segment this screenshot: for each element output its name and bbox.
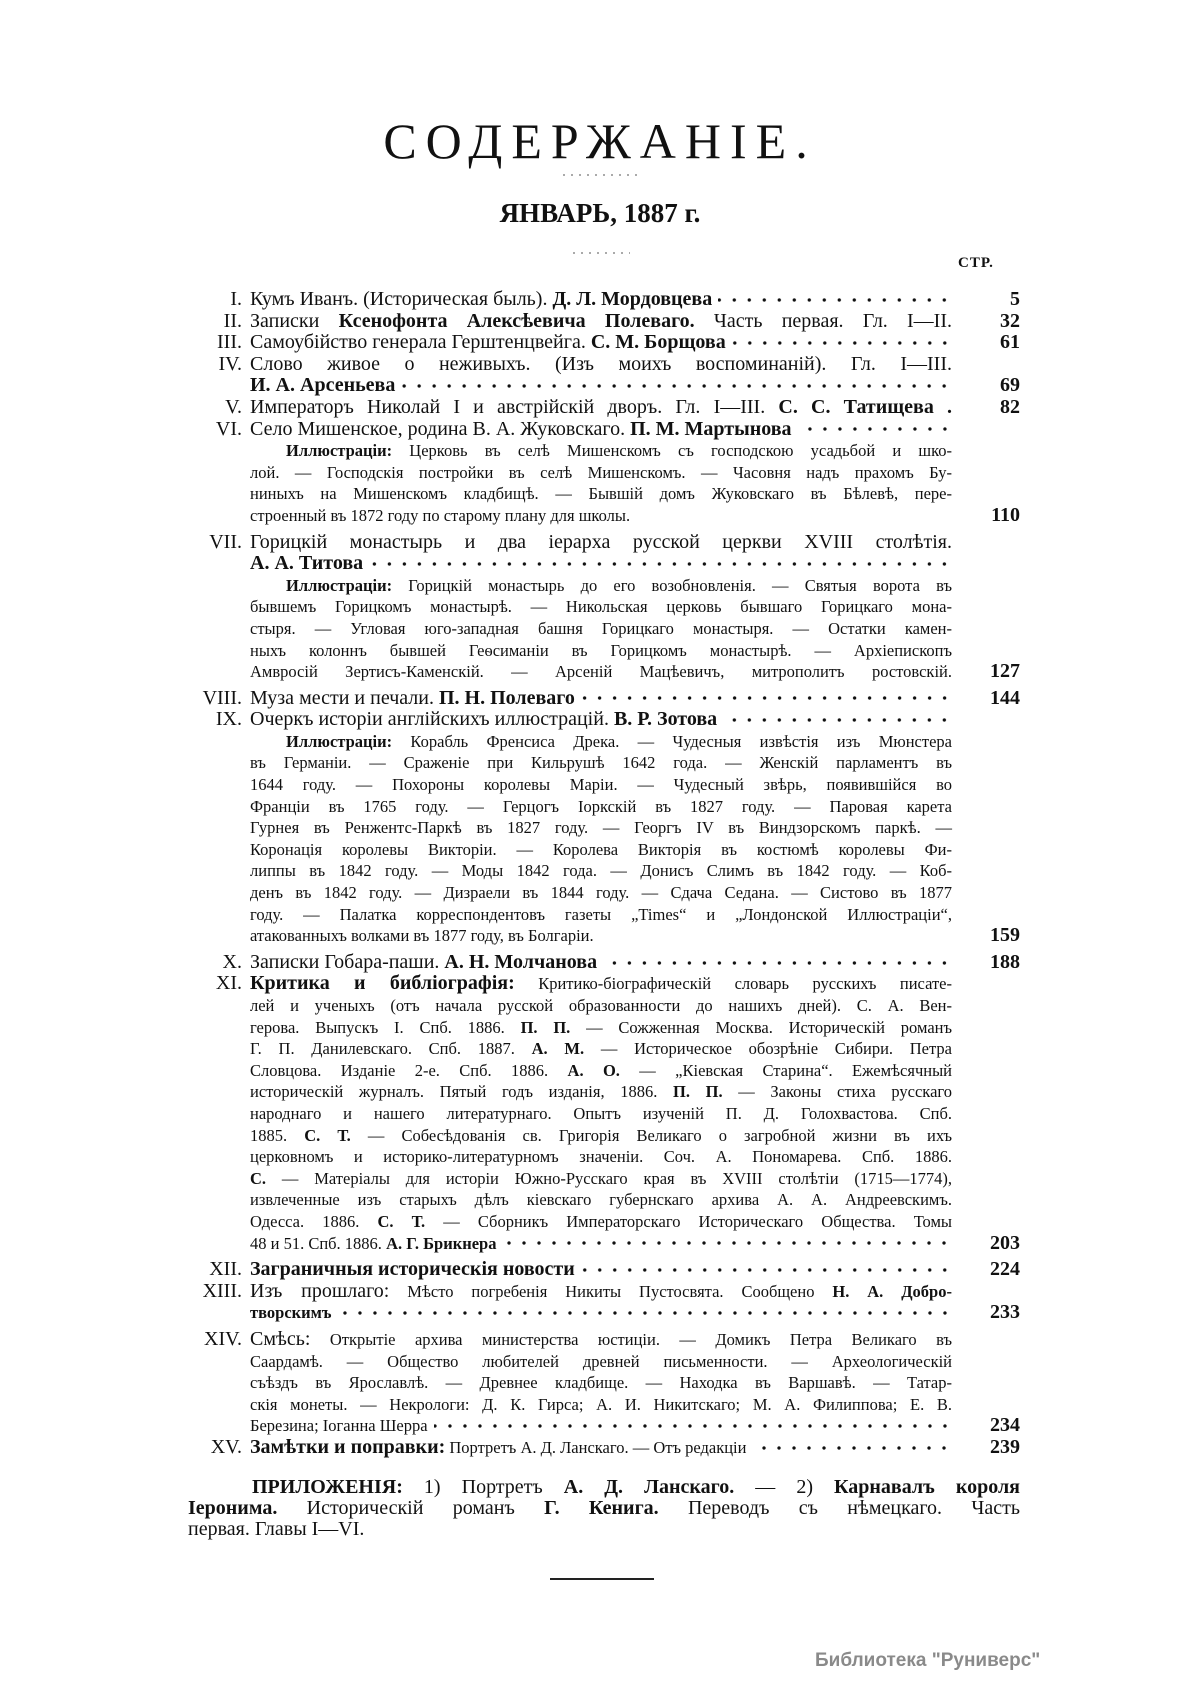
dot-leader (723, 715, 952, 725)
toc-line-text (250, 688, 952, 710)
ornament-divider (560, 174, 640, 176)
toc-line (160, 596, 1020, 618)
toc-line-content (250, 1259, 575, 1281)
toc-line (160, 882, 1020, 904)
toc-line-text (250, 1281, 952, 1303)
toc-line (160, 904, 1020, 926)
toc-line-content (250, 688, 575, 710)
toc-line (160, 1437, 1020, 1459)
toc-line-text (250, 289, 952, 311)
entry-text: Записки Гобара-паши. (250, 950, 445, 973)
dot-leader (718, 295, 952, 305)
toc-line-text (250, 440, 952, 462)
toc-line (160, 952, 1020, 974)
toc-line-text (250, 904, 952, 926)
author-or-heading-text: С. М. Борщова (590, 331, 726, 354)
entry-text: Муза мести и печали. (250, 686, 439, 709)
toc-entry (160, 332, 1020, 354)
toc-line-text (250, 332, 952, 354)
toc-line-text (250, 1415, 952, 1437)
author-or-heading-text: Д. Л. Мордовцева (552, 288, 713, 310)
entry-roman-numeral: II. (223, 309, 242, 332)
toc-line-text (250, 925, 952, 947)
author-or-heading-text: Заграничныя историческія новости (250, 1258, 575, 1281)
dot-leader (502, 1238, 952, 1248)
entry-text: бывшемъ Горицкомъ монастырѣ. — Никольская церковь бывшаго Горицкаго мона- (250, 597, 952, 617)
page-number: 234 (990, 1414, 1020, 1437)
page-number: 61 (1000, 331, 1020, 354)
toc-line (160, 1125, 1020, 1147)
toc-line-text (250, 532, 952, 554)
toc-line-text (250, 839, 952, 861)
toc-line-text (250, 661, 952, 683)
dot-leader (603, 958, 952, 968)
dot-leader (798, 424, 952, 434)
closing-rule (550, 1578, 654, 1580)
toc-entry (160, 289, 1020, 311)
entry-text: Записки (250, 309, 339, 332)
entry-text: 48 и 51. Спб. 1886. (250, 1233, 387, 1253)
entry-text: Гурнея въ Ренжентс-Паркѣ въ 1827 году. — Георгъ IV въ Виндзорскомъ паркѣ. — (250, 818, 952, 838)
toc-line-content (250, 553, 363, 575)
toc-line-text (250, 1060, 952, 1082)
toc-line (160, 640, 1020, 662)
dot-leader (369, 559, 952, 569)
author-or-heading-text: Карнавалъ короля (834, 1476, 1020, 1498)
toc-entry (160, 952, 1020, 974)
toc-line-content (250, 1233, 496, 1255)
toc-line-content (250, 709, 717, 731)
entry-text: Мѣсто погребенія Никиты Пустосвята. Сообщено (389, 1281, 833, 1301)
author-or-heading-text: Иллюстраціи: (286, 575, 393, 595)
toc-line (160, 709, 1020, 731)
toc-entry (160, 688, 1020, 710)
entry-text: — „Кіевская Старина“. Ежемѣсячный (619, 1060, 952, 1080)
author-or-heading-text: П. Н. Полеваго (439, 686, 575, 709)
toc-line (160, 973, 1020, 995)
page-column-header: СТР. (958, 255, 994, 271)
toc-line (160, 860, 1020, 882)
toc-line (160, 1394, 1020, 1416)
toc-line (160, 440, 1020, 462)
ornament-divider (570, 252, 630, 254)
toc-line-text (250, 817, 952, 839)
toc-line-text (250, 1168, 952, 1190)
entry-roman-numeral: V. (225, 395, 242, 418)
dot-leader (732, 338, 952, 348)
toc-line-text (250, 1302, 952, 1324)
toc-entry (160, 1329, 1020, 1437)
author-or-heading-text: В. Р. Зотова (613, 708, 718, 731)
entry-roman-numeral: XIV. (204, 1327, 242, 1350)
entry-text: въ Германіи. — Сраженіе при Кильрушѣ 1642 года. — Женскій парламентъ въ (250, 753, 952, 773)
toc-line-text (250, 1038, 952, 1060)
toc-line (160, 1211, 1020, 1233)
author-or-heading-text: Критика и библіографія: (250, 972, 515, 995)
toc-line-content (250, 332, 726, 354)
entry-text: Очеркъ исторіи англійскихъ иллюстрацій. (250, 708, 614, 731)
entry-text: Портретъ А. Д. Ланскаго. — Отъ редакціи (445, 1437, 747, 1457)
toc-line (160, 752, 1020, 774)
toc-line (160, 1103, 1020, 1125)
toc-line (160, 774, 1020, 796)
toc-line (160, 505, 1020, 527)
entry-roman-numeral: XI. (215, 972, 242, 995)
toc-line-content (250, 1415, 428, 1437)
toc-line (160, 419, 1020, 441)
toc-line (160, 1259, 1020, 1281)
toc-line (160, 1302, 1020, 1324)
toc-entry (160, 1259, 1020, 1281)
page-number: 233 (990, 1301, 1020, 1324)
entry-roman-numeral: XV. (210, 1435, 242, 1458)
toc-line (160, 1233, 1020, 1255)
toc-entry (160, 311, 1020, 333)
toc-line (160, 731, 1020, 753)
toc-line (160, 1351, 1020, 1373)
author-or-heading-text: Г. Кенига. (544, 1497, 659, 1520)
toc-line-text (250, 882, 952, 904)
toc-line-text (250, 419, 952, 441)
author-or-heading-text: А. Н. Молчанова (444, 950, 598, 973)
entry-text: первая. Главы I—VI. (188, 1518, 365, 1541)
toc-line-text (250, 1351, 952, 1373)
entry-roman-numeral: XIII. (202, 1279, 242, 1302)
toc-line-content (250, 289, 712, 311)
entry-text: году. — Палатка корреспондентовъ газеты „Times“ и „Лондонской Иллюстраціи“, (250, 904, 952, 924)
dot-leader (581, 693, 952, 703)
toc-line-text (250, 462, 952, 484)
page-number: 224 (990, 1258, 1020, 1281)
toc-line (160, 995, 1020, 1017)
dot-leader (338, 1308, 952, 1318)
toc-line (160, 332, 1020, 354)
toc-line (160, 483, 1020, 505)
toc-line (160, 1281, 1020, 1303)
toc-line-text (250, 553, 952, 575)
dot-leader (752, 1443, 952, 1453)
page-title: СОДЕРЖАНІЕ. (383, 113, 817, 169)
toc-line (160, 839, 1020, 861)
toc-line (160, 1017, 1020, 1039)
author-or-heading-text: А. О. (567, 1060, 620, 1080)
entry-text: Г. П. Данилевскаго. Спб. 1887. (250, 1039, 532, 1059)
issue-month-heading: ЯНВАРЬ, 1887 г. (499, 198, 701, 228)
entry-text: Горицкій монастырь до его возобновленія. — Святыя ворота въ (392, 575, 952, 595)
entry-text: ныхъ колоннъ бывшей Геѳсиманіи въ Горицкомъ монастырѣ. — Архіепископъ (250, 640, 952, 660)
toc-line-text (250, 1017, 952, 1039)
entry-text: — Собесѣдованія св. Григорія Великаго о загробной жизни въ ихъ (350, 1125, 952, 1145)
author-or-heading-text: С. Т. (377, 1211, 426, 1231)
toc-line-text (250, 1329, 952, 1351)
toc-line-text (250, 505, 952, 527)
entry-text: Словцова. Изданіе 2-е. Спб. 1886. (250, 1060, 568, 1080)
entry-text: Коронація королевы Викторіи. — Королева Викторія въ костюмѣ королевы Фи- (250, 839, 952, 859)
entry-roman-numeral: XII. (209, 1258, 242, 1281)
entry-text: атакованныхъ волками въ 1877 году, въ Болгаріи. (250, 926, 594, 946)
page-number: 32 (1000, 309, 1020, 332)
toc-line-text (250, 1189, 952, 1211)
entry-text: Историческій романъ (277, 1497, 545, 1520)
toc-entry (160, 1281, 1020, 1324)
entry-text: — Матеріалы для исторіи Южно-Русскаго края въ XVIII столѣтіи (1715—1774), (266, 1168, 952, 1188)
entry-text: 1885. (250, 1125, 305, 1145)
author-or-heading-text: П. М. Мартынова (630, 417, 792, 440)
toc-line (160, 618, 1020, 640)
entry-roman-numeral: III. (217, 331, 242, 354)
entry-text: 1) Портретъ (402, 1476, 564, 1498)
toc-line (160, 1189, 1020, 1211)
toc-line-text (250, 973, 952, 995)
toc-line (160, 1060, 1020, 1082)
toc-line-content (250, 1437, 746, 1459)
author-or-heading-text: И. А. Арсеньева (250, 374, 396, 397)
toc-line (160, 1081, 1020, 1103)
toc-line-text (250, 311, 952, 333)
toc-entry (160, 397, 1020, 419)
entry-text: лой. — Господскія постройки въ селѣ Мишенскомъ. — Часовня надъ прахомъ Бу- (250, 462, 952, 482)
author-or-heading-text: Н. А. Добро- (832, 1281, 952, 1301)
toc-line (160, 817, 1020, 839)
toc-line-text (250, 731, 952, 753)
entry-text: Франціи въ 1765 году. — Герцогъ Іоркскій въ 1827 году. — Паровая карета (250, 796, 952, 816)
author-or-heading-text: А. А. Титова (250, 552, 364, 575)
entry-text: липпы въ 1842 году. — Моды 1842 года. — Донисъ Слимъ въ 1842 году. — Коб- (250, 861, 952, 881)
entry-text: — Сожженная Москва. Историческій романъ (570, 1017, 953, 1037)
author-or-heading-text: А. Г. Брикнера (386, 1233, 497, 1253)
appendix-line (188, 1477, 1020, 1498)
toc-line-text (250, 354, 952, 376)
entry-text: Кумъ Иванъ. (Историческая быль). (250, 288, 553, 310)
entry-text: Саардамѣ. — Общество любителей древней письменности. — Археологическій (250, 1351, 952, 1371)
toc-line-text (250, 1211, 952, 1233)
toc-line (160, 462, 1020, 484)
entry-roman-numeral: IV. (218, 352, 242, 375)
toc-line-text (250, 1081, 952, 1103)
entry-text: Переводъ съ нѣмецкаго. Часть (658, 1497, 1020, 1520)
toc-line (160, 289, 1020, 311)
page-number: 69 (1000, 374, 1020, 397)
entry-text: Критико-біографическій словарь русскихъ писате- (514, 974, 952, 994)
toc-line-content (250, 1302, 332, 1324)
entry-text: денъ въ 1842 году. — Дизраели въ 1844 году. — Сдача Седана. — Систово въ 1877 (250, 883, 952, 903)
entry-text: Одесса. 1886. (250, 1211, 378, 1231)
entry-text: — Законы стиха русскаго (722, 1082, 952, 1102)
toc-line (160, 311, 1020, 333)
toc-line-text (250, 640, 952, 662)
toc-line-text (250, 575, 952, 597)
toc-line-text (250, 397, 952, 419)
entry-text: Церковь въ селѣ Мишенскомъ съ господскою усадьбой и шко- (392, 441, 952, 461)
toc-line (160, 354, 1020, 376)
toc-line (160, 553, 1020, 575)
toc-entry (160, 532, 1020, 683)
author-or-heading-text: П. П. (520, 1017, 571, 1037)
author-or-heading-text: Ксенофонта Алексѣевича Полеваго. (338, 309, 695, 332)
entry-roman-numeral: VIII. (202, 686, 242, 709)
toc-line-text (250, 1394, 952, 1416)
toc-line-text (250, 860, 952, 882)
appendix-line (188, 1498, 1020, 1519)
toc-line (160, 375, 1020, 397)
toc-line (160, 1038, 1020, 1060)
toc-line (160, 575, 1020, 597)
page-number: 82 (1000, 395, 1020, 418)
entry-text: церковномъ и историко-литературномъ значеніи. Соч. А. Пономарева. Спб. 1886. (250, 1147, 952, 1167)
entry-text: 1644 году. — Похороны королевы Маріи. — Чудесный звѣрь, появившійся во (250, 775, 952, 795)
author-or-heading-text: Иллюстраціи: (286, 731, 393, 751)
entry-text: Горицкій монастырь и два іерарха русской церкви XVIII столѣтія. (250, 530, 952, 553)
toc-line-text (250, 796, 952, 818)
toc-line-text (250, 752, 952, 774)
toc-entry (160, 354, 1020, 397)
entry-roman-numeral: I. (230, 288, 242, 310)
dot-leader (434, 1421, 952, 1431)
entry-text: Корабль Френсиса Дрека. — Чудесныя извѣстія изъ Мюнстера (392, 731, 952, 751)
page-number: 203 (990, 1231, 1020, 1254)
entry-text: Императоръ Николай I и австрійскій дворъ. Гл. I—III. (250, 395, 779, 418)
entry-text: Березина; Іоганна Шерра (250, 1416, 428, 1436)
entry-roman-numeral: IX. (215, 708, 242, 731)
toc-line (160, 1415, 1020, 1437)
author-or-heading-text: П. П. (673, 1082, 723, 1102)
entry-text: народнаго и нашего литературнаго. Опытъ изученій П. Д. Голохвастова. Спб. (250, 1103, 952, 1123)
page-number: 144 (990, 686, 1020, 709)
entry-text: Смѣсь: (250, 1327, 311, 1350)
toc-line-text (250, 1146, 952, 1168)
author-or-heading-text: Іеронима. (188, 1497, 278, 1520)
toc-line-text (250, 1125, 952, 1147)
entry-text: — Сборникъ Императорскаго Историческаго Общества. Томы (425, 1211, 952, 1231)
toc-line-text (250, 1233, 952, 1255)
toc-line (160, 397, 1020, 419)
author-or-heading-text: А. Д. Ланскаго. (563, 1476, 735, 1498)
entry-roman-numeral: VI. (215, 417, 242, 440)
entry-text: ниныхъ на Мишенскомъ кладбищѣ. — Бывшій домъ Жуковскаго въ Бѣлевѣ, пере- (250, 484, 952, 504)
toc-line (160, 925, 1020, 947)
toc-line (160, 688, 1020, 710)
dot-leader (581, 1265, 952, 1275)
toc-line-content (250, 952, 597, 974)
toc-line-text (250, 1437, 952, 1459)
entry-text: Изъ прошлаго: (250, 1279, 390, 1302)
author-or-heading-text: Замѣтки и поправки: (250, 1435, 446, 1458)
entry-text: извлеченные изъ старыхъ дѣлъ кіевскаго губернскаго архива А. А. Андреевскимъ. (250, 1190, 952, 1210)
page-number: 188 (990, 950, 1020, 973)
toc-line (160, 1329, 1020, 1351)
toc-line (160, 1146, 1020, 1168)
toc-line (160, 1372, 1020, 1394)
entry-text: Амвросій Зертисъ-Каменскій. — Арсеній Мацѣевичъ, митрополитъ ростовскій. (250, 662, 952, 682)
toc-line-text (250, 1103, 952, 1125)
entry-text: скія монеты. — Некрологи: Д. К. Гирса; А. И. Никитскаго; М. А. Филиппова; Е. В. (250, 1394, 952, 1414)
toc-line-text (250, 952, 952, 974)
toc-line-text (250, 995, 952, 1017)
library-watermark: Библиотека "Руниверс" (815, 1650, 1041, 1671)
toc-line-text (250, 618, 952, 640)
toc-entry (160, 1437, 1020, 1459)
toc-line-text (250, 1259, 952, 1281)
entry-text: строенный въ 1872 году по старому плану для школы. (250, 505, 631, 525)
page-number: 5 (1010, 288, 1020, 310)
entry-roman-numeral: VII. (209, 530, 242, 553)
entry-text: лей и ученыхъ (отъ начала русской образованности до нашихъ дней). С. А. Вен- (250, 996, 952, 1015)
page-number: 127 (990, 660, 1020, 683)
toc-line-content (250, 375, 395, 397)
entry-roman-numeral: X. (222, 950, 242, 973)
toc-entry (160, 709, 1020, 947)
toc-line (160, 1168, 1020, 1190)
toc-entry (160, 419, 1020, 527)
toc-line-text (250, 709, 952, 731)
appendix-line (188, 1519, 1020, 1540)
entry-text: Слово живое о неживыхъ. (Изъ моихъ воспоминаній). Гл. I—III. (250, 352, 952, 375)
entry-text: — 2) (734, 1476, 835, 1498)
entry-text: стыря. — Угловая юго-западная башня Горицкаго монастыря. — Остатки камен- (250, 618, 952, 638)
table-of-contents (160, 289, 1020, 1458)
author-or-heading-text: С. (250, 1168, 267, 1188)
entry-text: Село Мишенское, родина В. А. Жуковскаго. (250, 417, 631, 440)
entry-text: герова. Выпускъ I. Спб. 1886. (250, 1017, 521, 1037)
toc-line (160, 532, 1020, 554)
toc-line-text (250, 375, 952, 397)
toc-line (160, 661, 1020, 683)
entry-text: Открытіе архива министерства юстиціи. — Домикъ Петра Великаго въ (310, 1329, 952, 1349)
toc-line-text (250, 1372, 952, 1394)
toc-line-text (250, 774, 952, 796)
entry-text: Часть первая. Гл. I—II. (694, 309, 952, 332)
author-or-heading-text: творскимъ (250, 1303, 332, 1323)
author-or-heading-text: С. С. Татищева . (778, 395, 953, 418)
toc-line-text (250, 596, 952, 618)
page-number: 110 (991, 503, 1020, 526)
page-number: 159 (990, 924, 1020, 947)
author-or-heading-text: С. Т. (304, 1125, 351, 1145)
dot-leader (401, 381, 952, 391)
page-number: 239 (990, 1435, 1020, 1458)
appendix-note (188, 1477, 1020, 1541)
toc-entry (160, 973, 1020, 1254)
author-or-heading-text: Иллюстраціи: (286, 441, 393, 461)
toc-line-text (250, 483, 952, 505)
entry-text: — Историческое обозрѣніе Сибири. Петра (584, 1039, 952, 1059)
author-or-heading-text: А. М. (531, 1039, 585, 1059)
entry-text: Самоубійство генерала Герштенцвейга. (250, 331, 591, 354)
entry-text: историческій журналъ. Пятый годъ изданія, 1886. (250, 1082, 674, 1102)
toc-line-content (250, 419, 792, 441)
toc-line (160, 796, 1020, 818)
entry-text: съѣздъ въ Ярославлѣ. — Древнее кладбище. — Находка въ Варшавѣ. — Татар- (250, 1373, 952, 1393)
author-or-heading-text: ПРИЛОЖЕНІЯ: (252, 1476, 403, 1498)
